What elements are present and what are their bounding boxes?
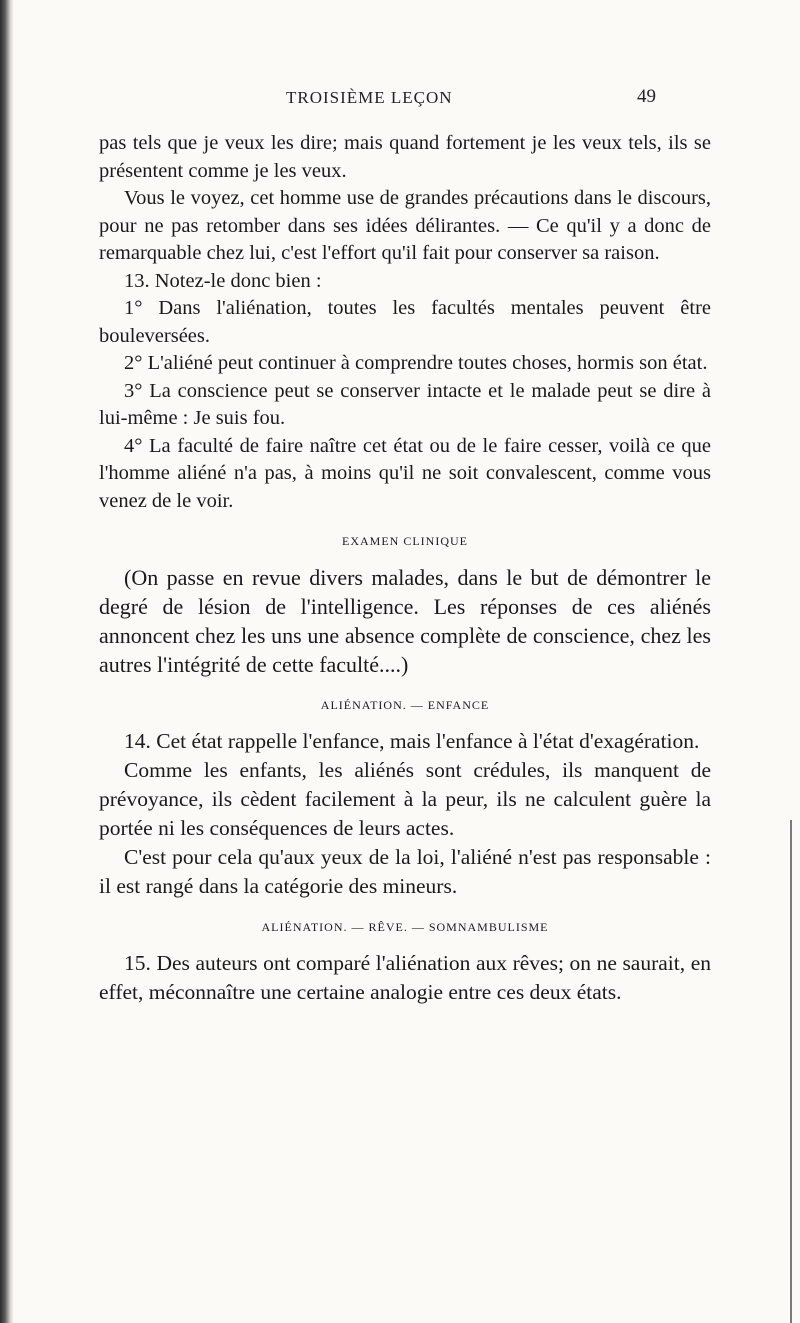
section-heading-enfance: ALIÉNATION. — ENFANCE bbox=[320, 698, 490, 712]
paragraph-13-intro: 13. Notez-le donc bien : bbox=[124, 269, 322, 292]
page-number: 49 bbox=[637, 86, 656, 107]
running-head: TROISIÈME LEÇON bbox=[286, 88, 453, 107]
paragraph-continuation: pas tels que je veux les dire; mais quand fortement je les veux tels, ils se présentent comme je les veux. bbox=[99, 132, 711, 182]
paragraph-enfants: Comme les enfants, les aliénés sont crédules, ils manquent de prévoyance, ils cèdent facilement à la peur, ils ne calculent guère la portée ni les conséquences de leurs actes. bbox=[99, 758, 711, 840]
section-heading-examen-clinique: EXAMEN CLINIQUE bbox=[342, 534, 468, 548]
page-edge-line bbox=[790, 820, 792, 1323]
section-heading-somnambulisme: ALIÉNATION. — RÊVE. — SOMNAMBULISME bbox=[261, 920, 549, 934]
paragraph-clinical-review: (On passe en revue divers malades, dans le but de démontrer le degré de lésion de l'intelligence. Les réponses de ces aliénés annoncent chez les uns une absence complète de conscience, chez les autres l'intégrité de cette faculté....) bbox=[99, 565, 711, 677]
paragraph-precautions: Vous le voyez, cet homme use de grandes précautions dans le discours, pour ne pas retomber dans ses idées délirantes. — Ce qu'il y a donc de remarquable chez lui, c'est l'effort qu'il fait pour conserver sa raison. bbox=[99, 187, 711, 264]
paragraph-responsabilite: C'est pour cela qu'aux yeux de la loi, l'aliéné n'est pas responsable : il est rangé dans la catégorie des mineurs. bbox=[99, 845, 711, 898]
scan-edge-shadow bbox=[0, 0, 14, 1323]
paragraph-14: 14. Cet état rappelle l'enfance, mais l'enfance à l'état d'exagération. bbox=[124, 729, 700, 753]
page-header bbox=[0, 88, 800, 118]
list-item-2: 2° L'aliéné peut continuer à comprendre toutes choses, hormis son état. bbox=[124, 352, 708, 374]
list-item-4: 4° La faculté de faire naître cet état ou de le faire cesser, voilà ce que l'homme aliéné n'a pas, à moins qu'il ne soit convalescent, comme vous venez de le voir. bbox=[99, 434, 711, 512]
body-text bbox=[99, 130, 711, 1007]
paragraph-15: 15. Des auteurs ont comparé l'aliénation aux rêves; on ne saurait, en effet, méconnaître une certaine analogie entre ces deux états. bbox=[99, 951, 711, 1004]
list-item-1: 1° Dans l'aliénation, toutes les facultés mentales peuvent être bouleversées. bbox=[99, 297, 711, 347]
list-item-3: 3° La conscience peut se conserver intacte et le malade peut se dire à lui-même : Je suis fou. bbox=[99, 379, 711, 429]
